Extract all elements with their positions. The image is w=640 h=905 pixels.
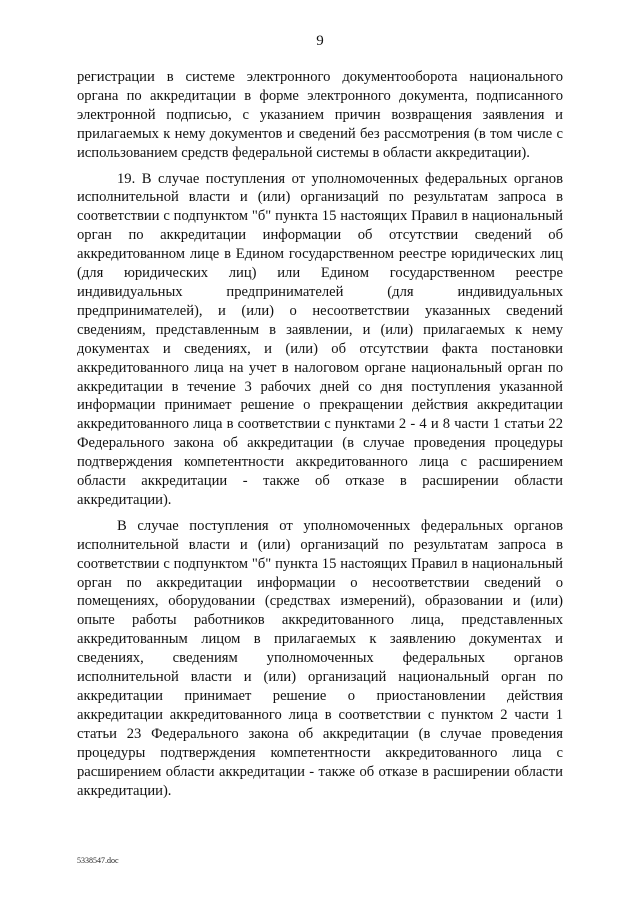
- paragraph-item-19: 19. В случае поступления от уполномоченных федеральных органов исполнительной власти и (или) организаций по результатам запроса в соответствии с подпунктом "б" пункта 15 настоящих Правил в национальный орган по аккредитации информации об отсутствии сведений об аккредитованном лице в Едином государственном реестре юридических лиц (для юридических лиц) или Едином государственном реестре индивидуальных предпринимателей (для индивидуальных предпринимателей), и (или) о несоответствии указанных сведений сведениям, представленным в заявлении, и (или) прилагаемых к нему документах и сведениях, и (или) об отсутствии факта постановки аккредитованного лица на учет в налоговом органе национальный орган по аккредитации в течение 3 рабочих дней со дня поступления указанной информации принимает решение о прекращении действия аккредитации аккредитованного лица в соответствии с пунктами 2 - 4 и 8 части 1 статьи 22 Федерального закона об аккредитации (в случае проведения процедуры подтверждения компетентности аккредитованного лица с расширением области аккредитации - также об отказе в расширении области аккредитации).: [77, 170, 563, 508]
- footer-document-id: 5338547.doc: [77, 856, 119, 865]
- page-number: 9: [316, 33, 324, 49]
- paragraph-item-19-second: В случае поступления от уполномоченных федеральных органов исполнительной власти и (или) организаций по результатам запроса в соответствии с подпунктом "б" пункта 15 настоящих Правил в национальный орган по аккредитации информации о несоответствии сведений о помещениях, оборудовании (средствах измерений), образовании и (или) опыте работы работников аккредитованного лица, представленных аккредитованным лицом в прилагаемых к заявлению документах и сведениях, сведениям уполномоченных федеральных органов исполнительной власти и (или) организаций национальный орган по аккредитации принимает решение о приостановлении действия аккредитации аккредитованного лица в соответствии с пунктом 2 части 1 статьи 23 Федерального закона об аккредитации (в случае проведения процедуры подтверждения компетентности аккредитованного лица с расширением области аккредитации - также об отказе в расширении области аккредитации).: [77, 517, 563, 799]
- document-body: [77, 68, 563, 800]
- paragraph-continuation: регистрации в системе электронного документооборота национального органа по аккредитации в форме электронного документа, подписанного электронной подписью, с указанием причин возвращения заявления и прилагаемых к нему документов и сведений без рассмотрения (в том числе с использованием средств федеральной системы в области аккредитации).: [77, 69, 563, 161]
